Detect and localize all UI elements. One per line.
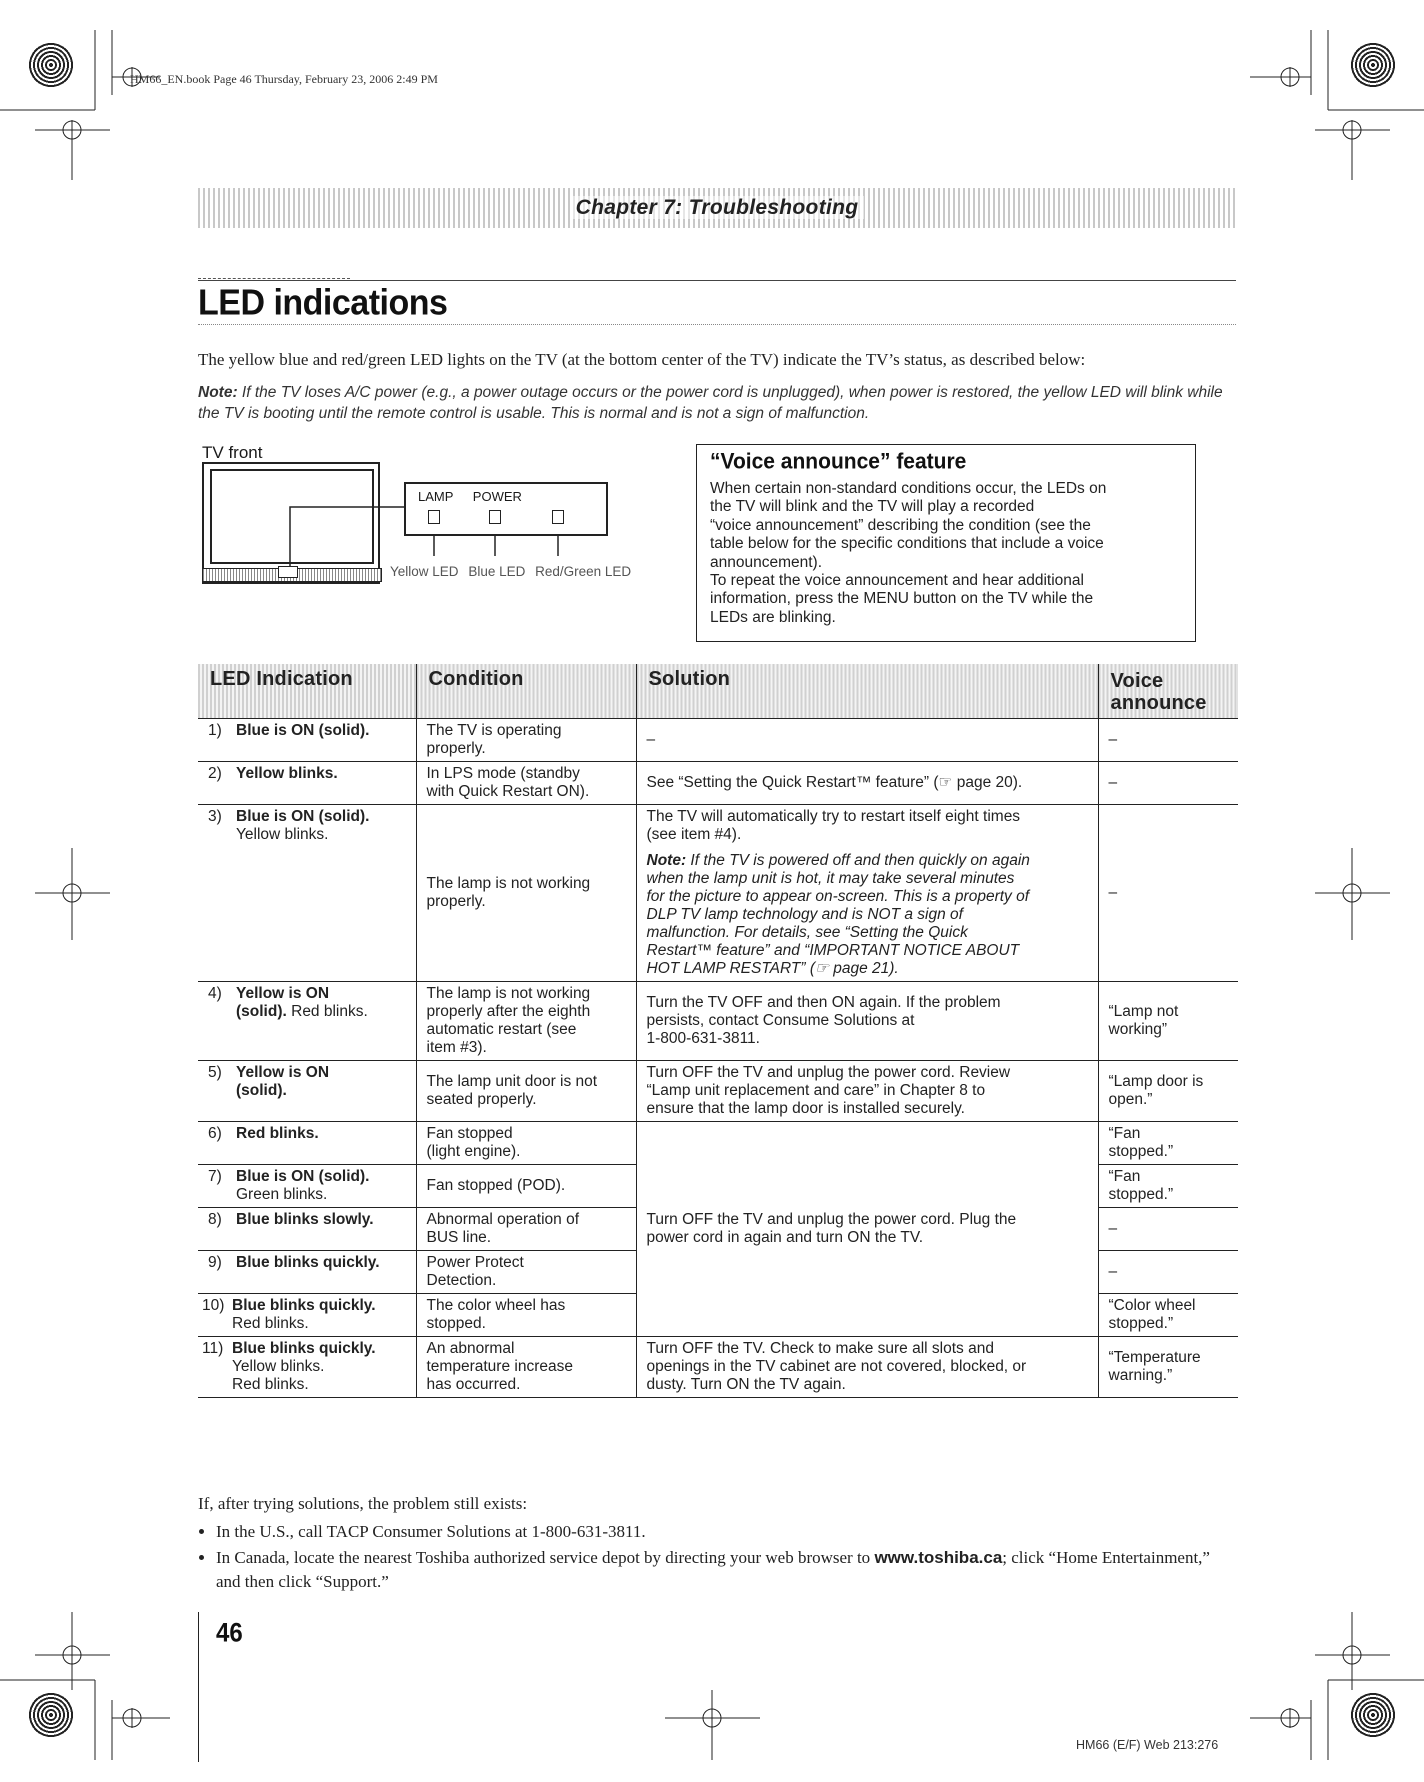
yellow-led-label: Yellow LED xyxy=(390,564,459,579)
condition-cell: In LPS mode (standby with Quick Restart ON). xyxy=(416,762,636,805)
note-text: If the TV loses A/C power (e.g., a power outage occurs or the power cord is unplugged), when power is restored, the yellow LED will blink while the TV is booting until the remote control is usable. This is normal and is not a sign of malfunction. xyxy=(198,384,1223,422)
indication-cell: 1) Blue is ON (solid). xyxy=(198,719,416,762)
voice-cell: “Fan stopped.” xyxy=(1098,1122,1238,1165)
power-label: POWER xyxy=(472,489,522,504)
voice-cell: “Color wheel stopped.” xyxy=(1098,1294,1238,1337)
followup-lead: If, after trying solutions, the problem still exists: xyxy=(198,1494,528,1513)
red-green-led-label: Red/Green LED xyxy=(535,564,632,579)
solution-cell: See “Setting the Quick Restart™ feature” (☞ page 20). xyxy=(636,762,1098,805)
table-row xyxy=(198,719,1238,762)
page-number: 46 xyxy=(216,1618,243,1649)
led-indication-table xyxy=(198,664,1238,1398)
table-header-row xyxy=(198,664,1238,719)
led-labels xyxy=(390,564,631,579)
followup-instructions xyxy=(198,1492,1238,1596)
condition-cell: Power Protect Detection. xyxy=(416,1251,636,1294)
indication-cell: 8) Blue blinks slowly. xyxy=(198,1208,416,1251)
indication-cell: 9) Blue blinks quickly. xyxy=(198,1251,416,1294)
header-led-indication: LED Indication xyxy=(198,664,416,719)
yellow-led-icon xyxy=(428,510,440,524)
condition-cell: Fan stopped (light engine). xyxy=(416,1122,636,1165)
condition-cell: Fan stopped (POD). xyxy=(416,1165,636,1208)
shared-solution-cell: Turn OFF the TV and unplug the power cord. Plug the power cord in again and turn ON the TV. xyxy=(636,1122,1098,1337)
intro-text: The yellow blue and red/green LED lights on the TV (at the bottom center of the TV) indicate the TV’s status, as described below: xyxy=(198,350,1086,369)
voice-cell: – xyxy=(1098,805,1238,982)
solution-cell: The TV will automatically try to restart itself eight times (see item #4). Note: If the TV is powered off and then quickly on again when the lamp unit is hot, it may take several minutes for the picture to appear on-screen. This is a property of DLP TV lamp technology and is NOT a sign of malfunction. For details, see “Setting the Quick Restart™ feature” and “IMPORTANT NOTICE ABOUT HOT LAMP RESTART” (☞ page 21). xyxy=(636,805,1098,982)
indication-cell: 3) Blue is ON (solid). Yellow blinks. xyxy=(198,805,416,982)
toshiba-url-link[interactable]: www.toshiba.ca xyxy=(874,1548,1003,1567)
list-item: • In the U.S., call TACP Consumer Solutions at 1-800-631-3811. xyxy=(216,1520,1238,1544)
solution-cell: Turn the TV OFF and then ON again. If the problem persists, contact Consume Solutions at 1-800-631-3811. xyxy=(636,982,1098,1061)
footer-code: HM66 (E/F) Web 213:276 xyxy=(1076,1738,1219,1752)
voice-announce-body: When certain non-standard conditions occur, the LEDs on the TV will blink and the TV will play a recorded “voice announcement” describing the condition (see the table below for the specific conditions that include a voice announcement). To repeat the voice announcement and hear additional information, press the MENU button on the TV while the LEDs are blinking. xyxy=(710,480,1107,626)
header-condition: Condition xyxy=(416,664,636,719)
table-row xyxy=(198,762,1238,805)
indication-cell: 4) Yellow is ON (solid). Red blinks. xyxy=(198,982,416,1061)
table-row xyxy=(198,1061,1238,1122)
voice-cell: “Lamp not working” xyxy=(1098,982,1238,1061)
solution-cell: Turn OFF the TV and unplug the power cord. Review “Lamp unit replacement and care” in Chapter 8 to ensure that the lamp door is installed securely. xyxy=(636,1061,1098,1122)
indication-cell: 6) Red blinks. xyxy=(198,1122,416,1165)
lamp-label: LAMP xyxy=(418,489,454,504)
voice-cell: – xyxy=(1098,1208,1238,1251)
header-voice-announce: Voice announce xyxy=(1098,664,1238,719)
voice-cell: “Temperature warning.” xyxy=(1098,1337,1238,1398)
solution-cell: Turn OFF the TV. Check to make sure all slots and openings in the TV cabinet are not covered, blocked, or dusty. Turn ON the TV again. xyxy=(636,1337,1098,1398)
indication-cell: 7) Blue is ON (solid). Green blinks. xyxy=(198,1165,416,1208)
condition-cell: The color wheel has stopped. xyxy=(416,1294,636,1337)
solution-cell: – xyxy=(636,719,1098,762)
voice-announce-title: “Voice announce” feature xyxy=(710,449,967,474)
indication-cell: 5) Yellow is ON (solid). xyxy=(198,1061,416,1122)
condition-cell: The lamp is not working properly. xyxy=(416,805,636,982)
table-row xyxy=(198,805,1238,982)
table-row xyxy=(198,1122,1238,1165)
led-panel-labels xyxy=(418,489,522,504)
table-row xyxy=(198,1337,1238,1398)
page-number-bar xyxy=(198,1612,199,1762)
list-item: • In Canada, locate the nearest Toshiba authorized service depot by directing your web browser to www.toshiba.ca; click “Home Entertainment,” and then click “Support.” xyxy=(216,1546,1238,1594)
section-title: LED indications xyxy=(198,283,448,323)
voice-cell: – xyxy=(1098,762,1238,805)
voice-cell: – xyxy=(1098,1251,1238,1294)
condition-cell: The TV is operating properly. xyxy=(416,719,636,762)
voice-cell: “Fan stopped.” xyxy=(1098,1165,1238,1208)
table-row xyxy=(198,982,1238,1061)
file-info: HM66_EN.book Page 46 Thursday, February 23, 2006 2:49 PM xyxy=(130,72,438,86)
note-label: Note: xyxy=(198,384,238,401)
chapter-title: Chapter 7: Troubleshooting xyxy=(198,196,1236,220)
indication-cell: 11) Blue blinks quickly. Yellow blinks. Red blinks. xyxy=(198,1337,416,1398)
blue-led-icon xyxy=(489,510,501,524)
tv-front-label: TV front xyxy=(202,443,263,462)
red-green-led-icon xyxy=(552,510,564,524)
indication-cell: 2) Yellow blinks. xyxy=(198,762,416,805)
condition-cell: The lamp unit door is not seated properly. xyxy=(416,1061,636,1122)
condition-cell: Abnormal operation of BUS line. xyxy=(416,1208,636,1251)
indication-cell: 10) Blue blinks quickly. Red blinks. xyxy=(198,1294,416,1337)
voice-cell: “Lamp door is open.” xyxy=(1098,1061,1238,1122)
condition-cell: The lamp is not working properly after the eighth automatic restart (see item #3). xyxy=(416,982,636,1061)
blue-led-label: Blue LED xyxy=(468,564,526,579)
condition-cell: An abnormal temperature increase has occurred. xyxy=(416,1337,636,1398)
followup-list xyxy=(198,1520,1238,1594)
voice-cell: – xyxy=(1098,719,1238,762)
header-solution: Solution xyxy=(636,664,1098,719)
